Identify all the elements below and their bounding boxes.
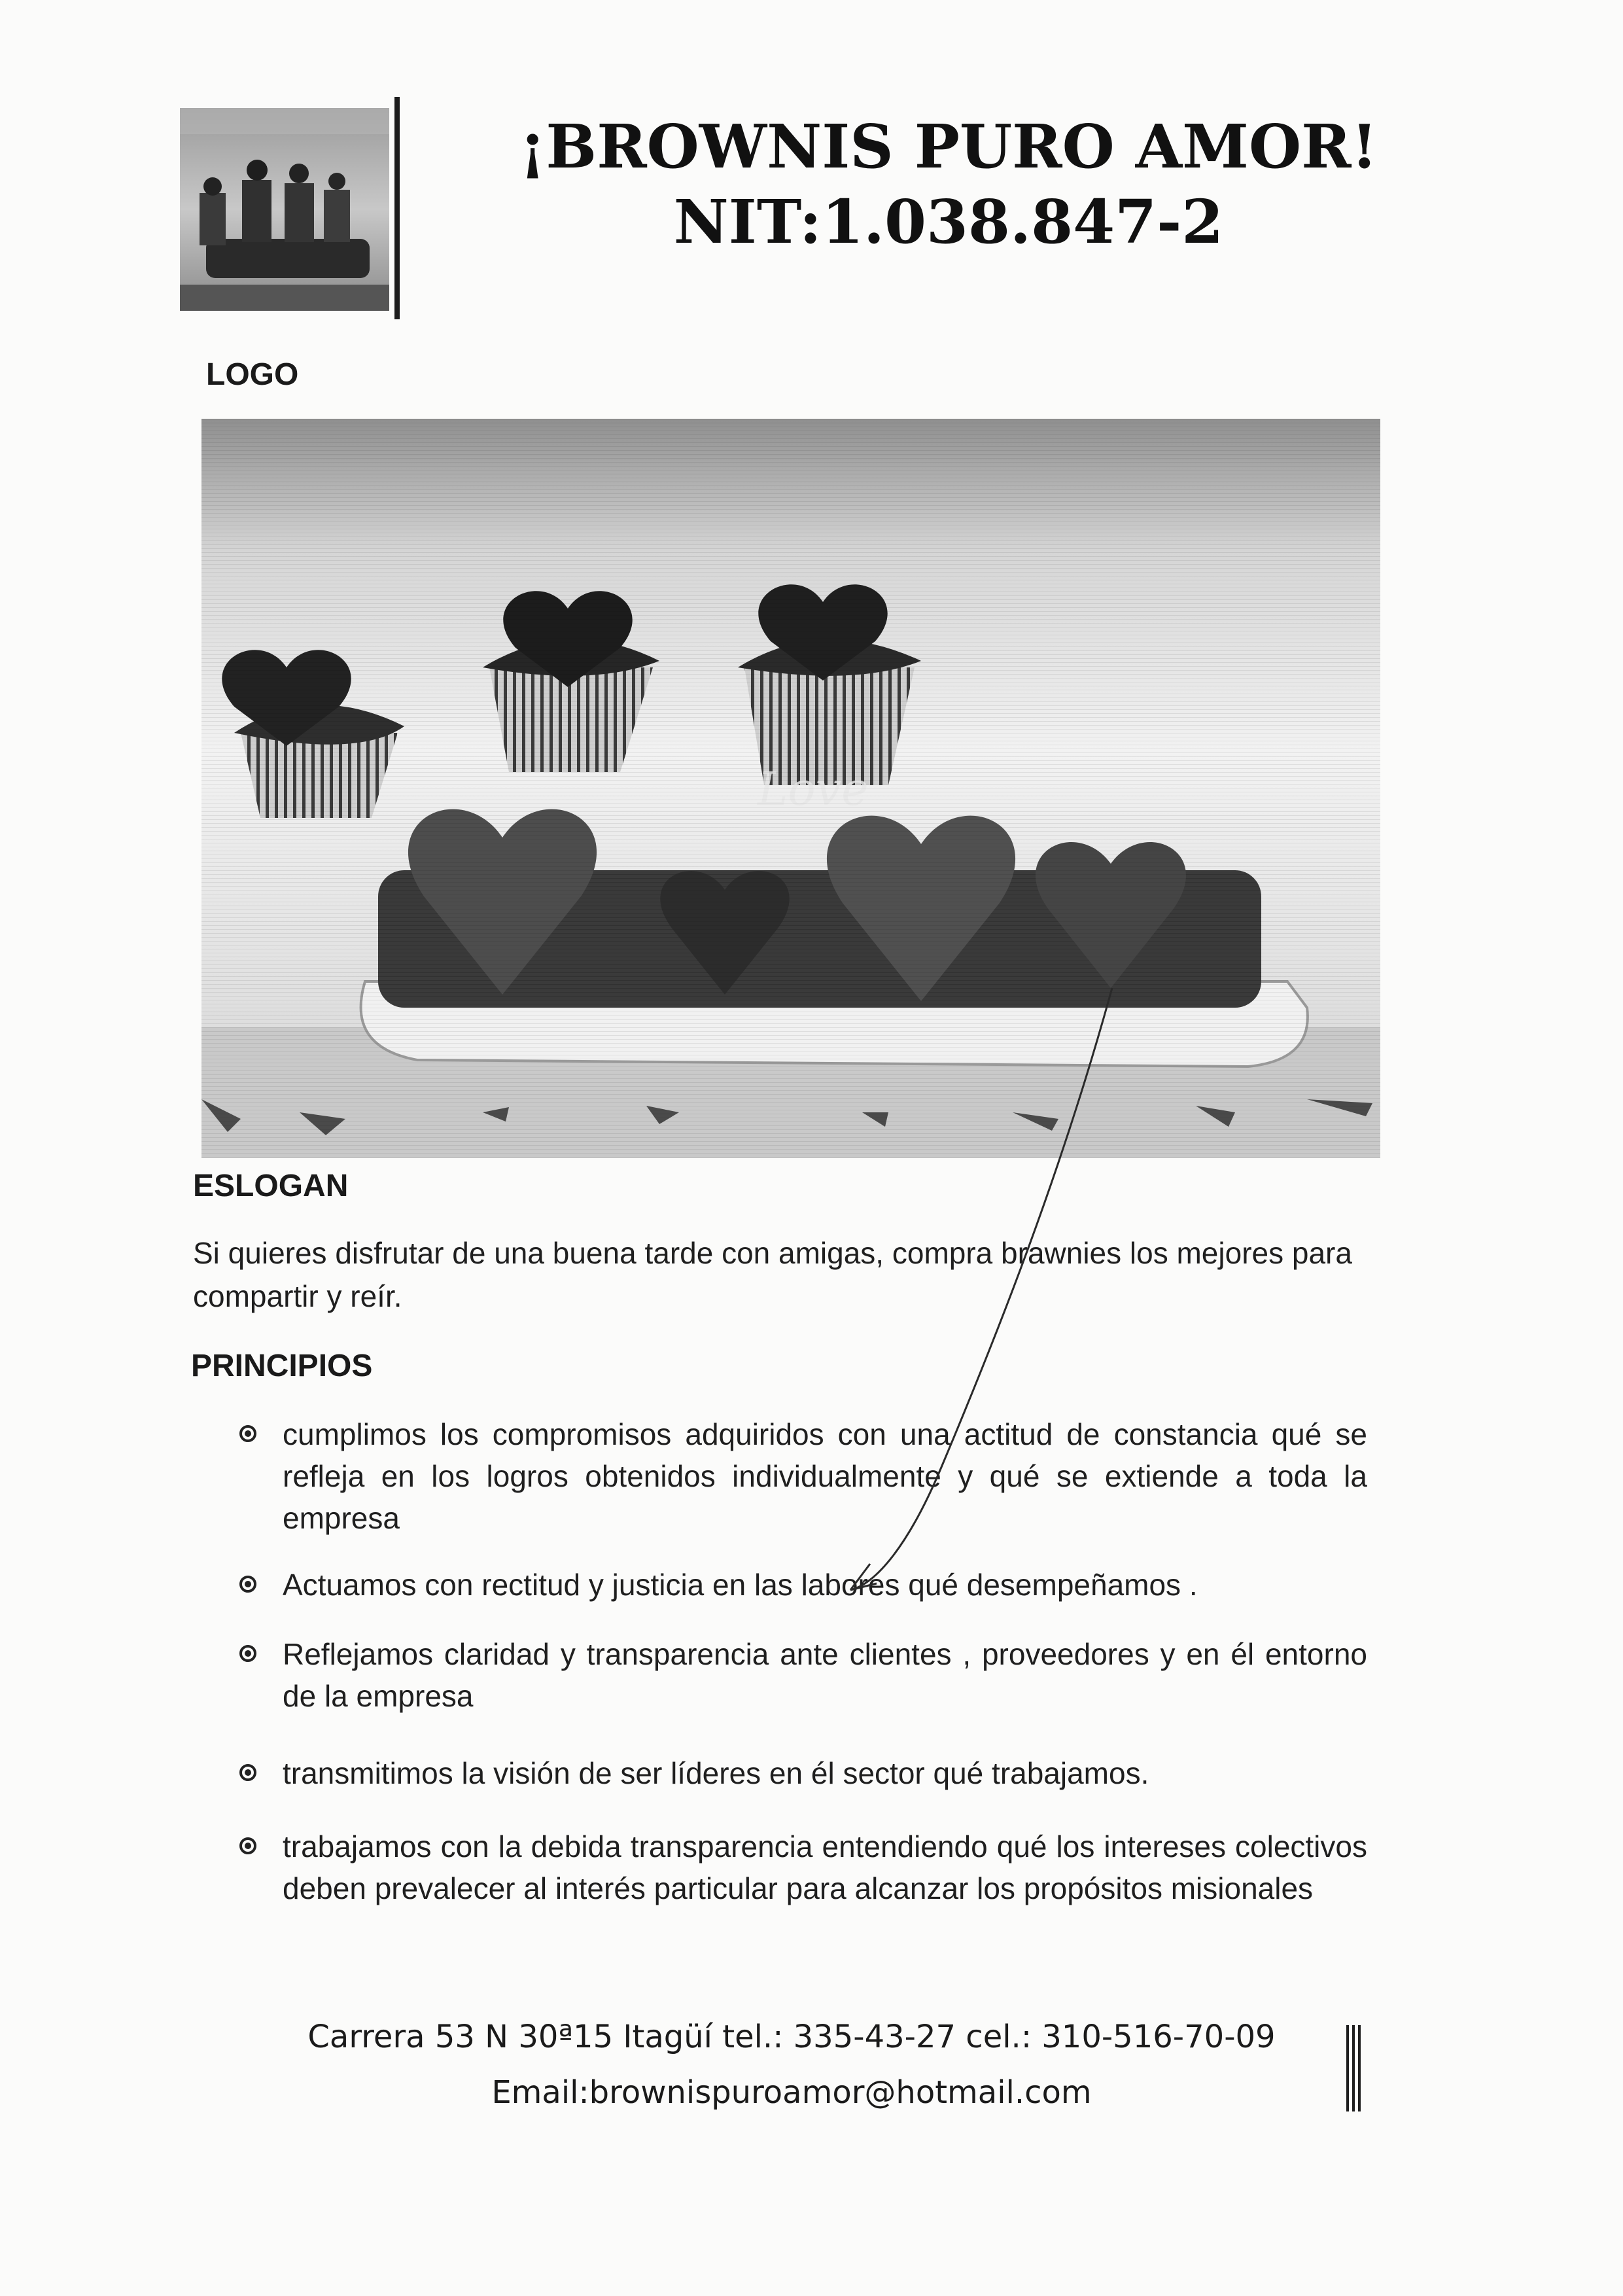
bullet-icon bbox=[239, 1576, 256, 1593]
logo-image bbox=[180, 108, 389, 311]
eslogan-text: Si quieres disfrutar de una buena tarde con amigas, compra brawnies los mejores para compartir y reír. bbox=[193, 1236, 1352, 1313]
list-item bbox=[236, 1413, 1367, 1539]
bullet-icon bbox=[239, 1764, 256, 1781]
list-item bbox=[236, 1564, 1367, 1606]
bullet-icon bbox=[239, 1425, 256, 1442]
company-title: ¡BROWNIS PURO AMOR! bbox=[519, 111, 1378, 182]
brownies-photo bbox=[201, 419, 1380, 1158]
bullet-icon bbox=[239, 1645, 256, 1662]
principles-list bbox=[236, 1413, 1367, 1909]
footer-bars-decoration bbox=[1346, 2025, 1366, 2111]
principios-heading: PRINCIPIOS bbox=[191, 1349, 373, 1383]
principle-text: cumplimos los compromisos adquiridos con una actitud de constancia qué se refleja en los logros obtenidos individualmente y qué se extiende a toda la empresa bbox=[283, 1417, 1367, 1535]
list-item bbox=[236, 1752, 1367, 1794]
header-divider bbox=[394, 97, 400, 319]
principle-text: Reflejamos claridad y transparencia ante clientes , proveedores y en él entorno de la empresa bbox=[283, 1637, 1367, 1713]
list-item bbox=[236, 1633, 1367, 1717]
footer-email: Email:brownispuroamor@hotmail.com bbox=[491, 2074, 1092, 2111]
list-item bbox=[236, 1826, 1367, 1909]
footer-address: Carrera 53 N 30ª15 Itagüí tel.: 335-43-27 cel.: 310-516-70-09 bbox=[307, 2019, 1276, 2055]
principle-text: trabajamos con la debida transparencia entendiendo qué los intereses colectivos deben prevalecer al interés particular para alcanzar los propósitos misionales bbox=[283, 1829, 1367, 1905]
logo-label: LOGO bbox=[206, 357, 299, 392]
company-nit: NIT:1.038.847-2 bbox=[673, 186, 1224, 257]
principle-text: transmitimos la visión de ser líderes en él sector qué trabajamos. bbox=[283, 1756, 1149, 1790]
eslogan-heading: ESLOGAN bbox=[193, 1169, 349, 1203]
bullet-icon bbox=[239, 1837, 256, 1854]
principle-text: Actuamos con rectitud y justicia en las labores qué desempeñamos . bbox=[283, 1568, 1198, 1602]
